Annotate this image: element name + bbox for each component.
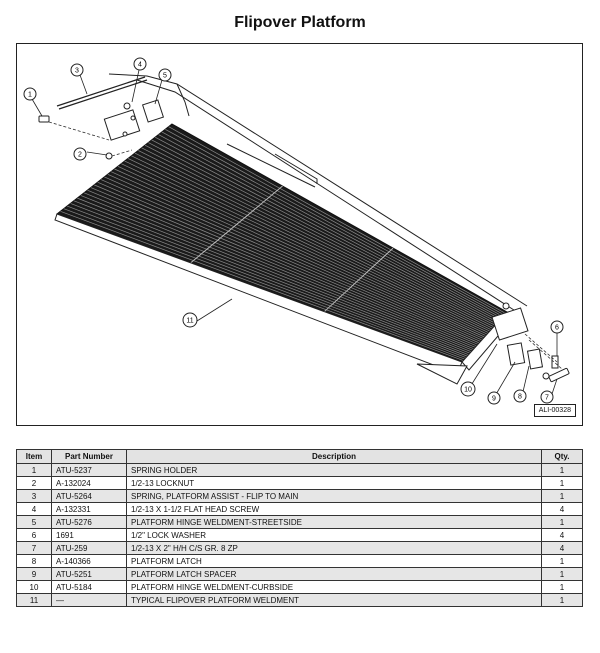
header-part-number: Part Number [52, 450, 127, 464]
table-row [17, 503, 583, 516]
callout-8 [514, 390, 526, 402]
svg-text:4: 4 [138, 61, 142, 69]
cell-item: 3 [17, 490, 52, 503]
cell-item: 9 [17, 568, 52, 581]
svg-text:5: 5 [163, 72, 167, 80]
cell-description: 1/2-13 X 2" H/H C/S GR. 8 ZP [127, 542, 542, 555]
cell-part-number: ATU-5184 [52, 581, 127, 594]
parts-table [16, 449, 583, 607]
cell-qty: 1 [542, 464, 583, 477]
callout-4 [134, 58, 146, 70]
cell-item: 2 [17, 477, 52, 490]
cell-qty: 1 [542, 594, 583, 607]
cell-part-number: ATU-5264 [52, 490, 127, 503]
svg-text:8: 8 [518, 393, 522, 401]
cell-qty: 1 [542, 581, 583, 594]
callout-10 [461, 382, 475, 396]
table-row [17, 490, 583, 503]
streetside-hinge [104, 100, 163, 140]
cell-description: PLATFORM HINGE WELDMENT-CURBSIDE [127, 581, 542, 594]
cell-item: 7 [17, 542, 52, 555]
cell-item: 10 [17, 581, 52, 594]
header-item: Item [17, 450, 52, 464]
table-row [17, 594, 583, 607]
cell-item: 8 [17, 555, 52, 568]
cell-description: PLATFORM LATCH SPACER [127, 568, 542, 581]
cell-qty: 1 [542, 490, 583, 503]
cell-description: 1/2" LOCK WASHER [127, 529, 542, 542]
svg-text:6: 6 [555, 324, 559, 332]
table-row [17, 581, 583, 594]
svg-text:11: 11 [186, 317, 194, 325]
table-row [17, 477, 583, 490]
cell-qty: 1 [542, 516, 583, 529]
exploded-view-figure [16, 43, 583, 426]
cell-description: PLATFORM LATCH [127, 555, 542, 568]
svg-text:2: 2 [78, 151, 82, 159]
cell-part-number: A-132331 [52, 503, 127, 516]
table-row [17, 555, 583, 568]
spring-rod [57, 77, 147, 109]
cell-part-number: ATU-259 [52, 542, 127, 555]
cell-part-number: A-140366 [52, 555, 127, 568]
cell-item: 11 [17, 594, 52, 607]
svg-text:1: 1 [28, 91, 32, 99]
cell-description: SPRING HOLDER [127, 464, 542, 477]
callout-6 [551, 321, 563, 333]
cell-qty: 4 [542, 542, 583, 555]
cell-part-number: ATU-5237 [52, 464, 127, 477]
cell-item: 5 [17, 516, 52, 529]
cell-item: 4 [17, 503, 52, 516]
svg-text:3: 3 [75, 67, 79, 75]
cell-qty: 4 [542, 529, 583, 542]
table-row [17, 542, 583, 555]
platform-drawing [17, 44, 584, 427]
callout-3 [71, 64, 83, 76]
cell-description: TYPICAL FLIPOVER PLATFORM WELDMENT [127, 594, 542, 607]
cell-part-number: ATU-5251 [52, 568, 127, 581]
table-row [17, 464, 583, 477]
cell-qty: 4 [542, 503, 583, 516]
cell-item: 6 [17, 529, 52, 542]
callout-9 [488, 392, 500, 404]
parts-table-header [17, 450, 583, 464]
cell-qty: 1 [542, 477, 583, 490]
callout-7 [541, 391, 553, 403]
cell-qty: 1 [542, 555, 583, 568]
table-row [17, 516, 583, 529]
cell-part-number: A-132024 [52, 477, 127, 490]
cell-description: SPRING, PLATFORM ASSIST - FLIP TO MAIN [127, 490, 542, 503]
cell-part-number: 1691 [52, 529, 127, 542]
svg-text:9: 9 [492, 395, 496, 403]
table-row [17, 529, 583, 542]
cell-description: PLATFORM HINGE WELDMENT-STREETSIDE [127, 516, 542, 529]
cell-description: 1/2-13 LOCKNUT [127, 477, 542, 490]
callout-1 [24, 88, 36, 100]
svg-text:7: 7 [545, 394, 549, 402]
table-row [17, 568, 583, 581]
cell-part-number: — [52, 594, 127, 607]
callout-11 [183, 313, 197, 327]
header-description: Description [127, 450, 542, 464]
callout-2 [74, 148, 86, 160]
cell-qty: 1 [542, 568, 583, 581]
callout-5 [159, 69, 171, 81]
header-qty: Qty. [542, 450, 583, 464]
cell-part-number: ATU-5276 [52, 516, 127, 529]
figure-reference: ALI-00328 [534, 404, 576, 417]
svg-text:10: 10 [464, 386, 472, 394]
page-title: Flipover Platform [234, 14, 366, 31]
cell-description: 1/2-13 X 1-1/2 FLAT HEAD SCREW [127, 503, 542, 516]
cell-item: 1 [17, 464, 52, 477]
